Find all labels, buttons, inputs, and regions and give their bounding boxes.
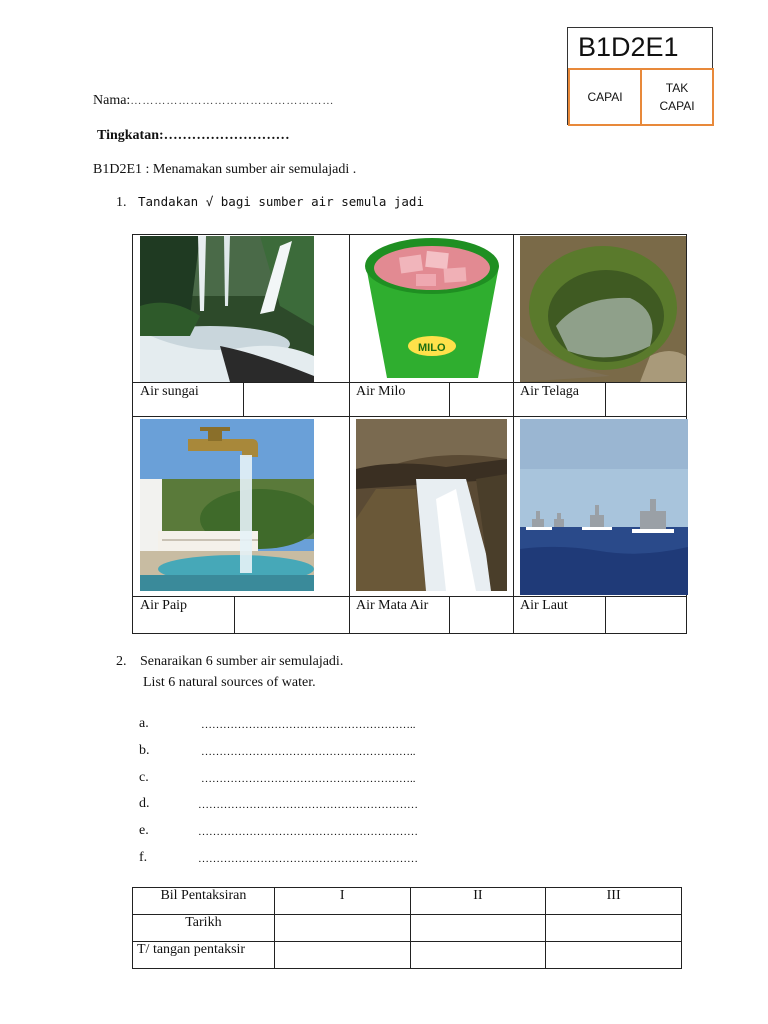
cell-empty[interactable] xyxy=(410,942,546,969)
tap-picture xyxy=(140,419,314,591)
well-picture xyxy=(520,236,686,382)
tick-box-air-telaga[interactable] xyxy=(605,383,687,417)
answer-letter: d. xyxy=(139,796,150,811)
answer-dots: …………………………………………………… xyxy=(198,826,418,838)
milo-cup-icon xyxy=(360,236,505,382)
svg-text:MILO: MILO xyxy=(418,342,446,354)
spring-picture xyxy=(356,419,507,591)
name-label: Nama: xyxy=(93,93,131,108)
row-tandatangan: T/ tangan pentaksir xyxy=(133,942,275,969)
tick-box-air-sungai[interactable] xyxy=(243,383,349,417)
objective-code: B1D2E1 xyxy=(578,32,679,62)
cell-empty[interactable] xyxy=(410,915,546,942)
answer-letter: c. xyxy=(139,770,149,785)
answer-dots: ………………………………………………….. xyxy=(201,773,416,785)
cell-empty[interactable] xyxy=(546,915,682,942)
header-ii: II xyxy=(410,888,546,915)
name-dots: …………………………………………… xyxy=(130,95,335,107)
answer-letter: f. xyxy=(139,850,148,865)
question-1-text: Tandakan √ bagi sumber air semula jadi xyxy=(138,194,424,209)
question-2-text-en: List 6 natural sources of water. xyxy=(143,675,316,690)
tick-box-air-paip[interactable] xyxy=(234,597,349,633)
form-dots: ……………………… xyxy=(163,128,290,143)
form-label: Tingkatan: xyxy=(97,128,164,143)
answer-dots: ………………………………………………….. xyxy=(201,719,416,731)
sea-icon xyxy=(520,419,688,595)
water-sources-grid xyxy=(132,234,687,634)
row-tarikh: Tarikh xyxy=(133,915,275,942)
waterfall-picture xyxy=(140,236,314,382)
answer-letter: a. xyxy=(139,716,149,731)
name-field[interactable] xyxy=(93,93,334,109)
table-row xyxy=(133,942,682,969)
objective-code-box xyxy=(567,27,713,125)
cell-empty[interactable] xyxy=(274,915,410,942)
label-air-paip: Air Paip xyxy=(140,598,188,613)
question-2-number: 2. xyxy=(116,654,127,669)
answer-line-f[interactable] xyxy=(139,850,418,866)
answer-line-b[interactable] xyxy=(139,743,416,759)
header-i: I xyxy=(274,888,410,915)
waterfall-icon xyxy=(140,236,314,382)
answer-line-d[interactable] xyxy=(139,796,418,812)
answer-dots: …………………………………………………… xyxy=(198,853,418,865)
label-air-sungai: Air sungai xyxy=(140,384,199,399)
tick-box-air-laut[interactable] xyxy=(605,597,687,633)
label-air-telaga: Air Telaga xyxy=(520,384,580,399)
answer-letter: b. xyxy=(139,743,150,758)
tick-box-air-milo[interactable] xyxy=(449,383,513,417)
table-row xyxy=(133,888,682,915)
header-iii: III xyxy=(546,888,682,915)
answer-dots: ………………………………………………….. xyxy=(201,746,416,758)
milo-picture xyxy=(360,236,505,382)
answer-dots: …………………………………………………… xyxy=(198,799,418,811)
question-1-number: 1. xyxy=(116,195,127,210)
status-tak-capai-label: TAK CAPAI xyxy=(659,81,695,113)
question-2 xyxy=(116,654,343,670)
achievement-status xyxy=(568,68,714,126)
header-bil-pentaksiran: Bil Pentaksiran xyxy=(133,888,275,915)
well-icon xyxy=(520,236,686,382)
cell-empty[interactable] xyxy=(546,942,682,969)
question-1 xyxy=(116,194,424,211)
status-tak-capai[interactable] xyxy=(640,70,712,124)
sea-picture xyxy=(520,419,688,595)
label-air-milo: Air Milo xyxy=(356,384,406,399)
answer-line-e[interactable] xyxy=(139,823,418,839)
status-capai[interactable] xyxy=(570,70,640,124)
table-row xyxy=(133,915,682,942)
label-air-laut: Air Laut xyxy=(520,598,568,613)
tap-icon xyxy=(140,419,314,591)
answer-line-a[interactable] xyxy=(139,716,416,732)
tick-box-air-mata-air[interactable] xyxy=(449,597,513,633)
label-air-mata-air: Air Mata Air xyxy=(356,598,429,613)
question-2-text-ms: Senaraikan 6 sumber air semulajadi. xyxy=(140,654,344,669)
answer-letter: e. xyxy=(139,823,149,838)
form-field[interactable] xyxy=(97,128,290,144)
cell-empty[interactable] xyxy=(274,942,410,969)
status-capai-label: CAPAI xyxy=(587,90,623,104)
spring-icon xyxy=(356,419,507,591)
objective-text: B1D2E1 : Menamakan sumber air semulajadi . xyxy=(93,162,357,177)
assessment-table xyxy=(132,887,682,969)
answer-line-c[interactable] xyxy=(139,770,416,786)
